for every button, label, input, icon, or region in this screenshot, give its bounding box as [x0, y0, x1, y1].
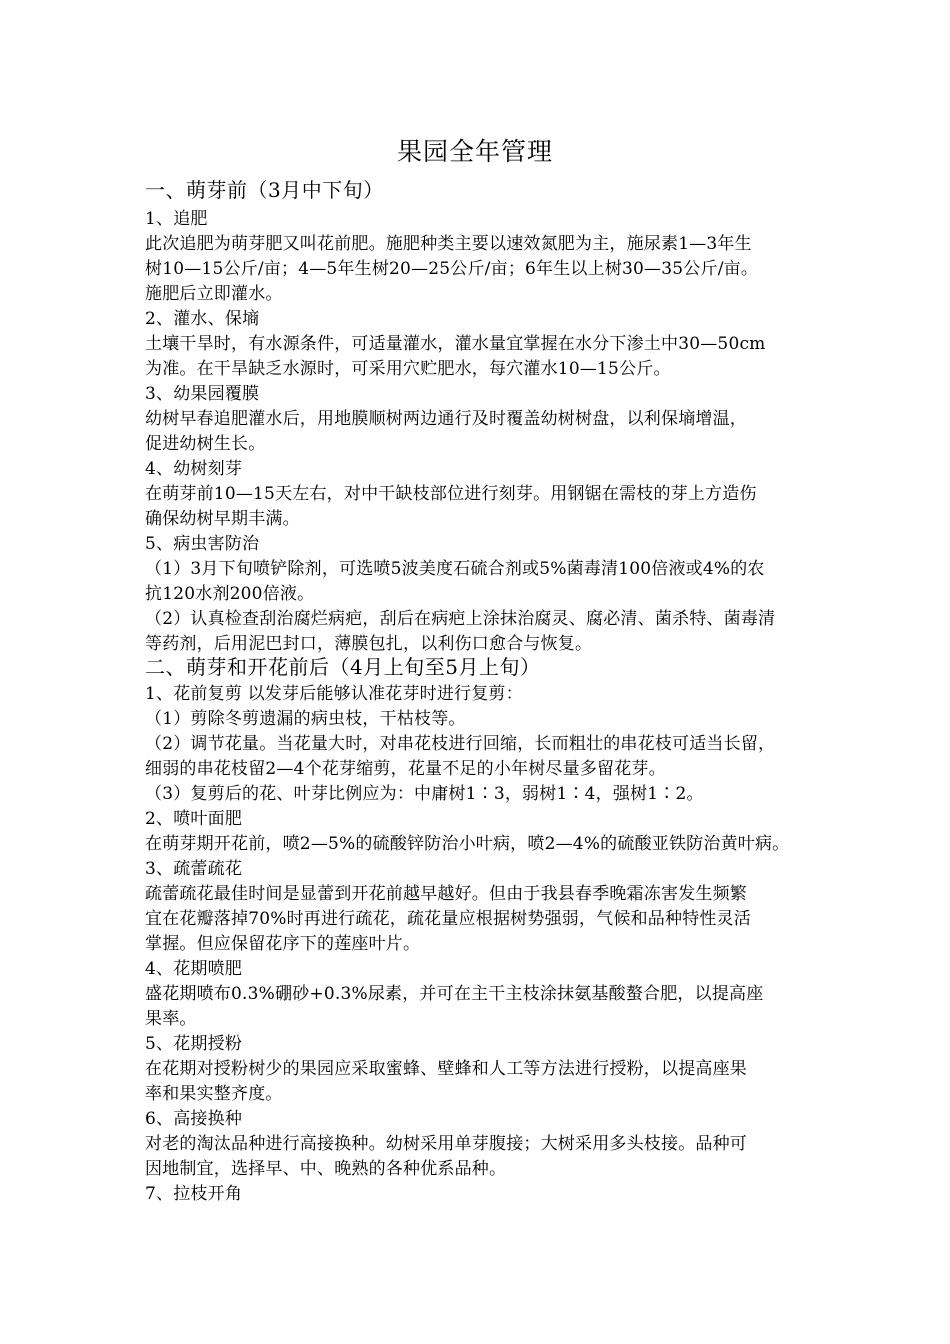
item-heading: 7、拉枝开角	[145, 1184, 243, 1204]
paragraph-line: （2）认真检查刮治腐烂病疤，刮后在病疤上涂抹治腐灵、腐必清、菌杀特、菌毒清	[145, 609, 776, 629]
paragraph-line: 土壤干旱时，有水源条件，可适量灌水，灌水量宜掌握在水分下渗土中30—50cm	[145, 334, 766, 354]
paragraph-line: 盛花期喷布0.3%硼砂+0.3%尿素，并可在主干主枝涂抹氨基酸螯合肥，以提高座	[145, 984, 764, 1004]
section-heading: 一、萌芽前（3月中下旬）	[145, 178, 384, 202]
paragraph-line: 细弱的串花枝留2—4个花芽缩剪，花量不足的小年树尽量多留花芽。	[145, 759, 666, 779]
item-heading: 5、病虫害防治	[145, 534, 260, 554]
paragraph-line: 此次追肥为萌芽肥又叫花前肥。施肥种类主要以速效氮肥为主，施尿素1—3年生	[145, 234, 752, 254]
paragraph-line: （1）剪除冬剪遗漏的病虫枝，干枯枝等。	[145, 709, 466, 729]
paragraph-line: 因地制宜，选择早、中、晚熟的各种优系品种。	[145, 1159, 507, 1179]
item-heading: 3、幼果园覆膜	[145, 384, 260, 404]
paragraph-line: 在萌芽期开花前，喷2—5%的硫酸锌防治小叶病，喷2—4%的硫酸亚铁防治黄叶病。	[145, 834, 790, 854]
item-heading: 4、幼树刻芽	[145, 459, 243, 479]
paragraph-line: 率和果实整齐度。	[145, 1084, 283, 1104]
item-heading: 3、疏蕾疏花	[145, 859, 243, 879]
item-heading: 2、喷叶面肥	[145, 809, 243, 829]
item-heading: 5、花期授粉	[145, 1034, 243, 1054]
item-heading: 6、高接换种	[145, 1109, 243, 1129]
paragraph-line: 等药剂，后用泥巴封口，薄膜包扎，以利伤口愈合与恢复。	[145, 634, 593, 654]
paragraph-line: 在花期对授粉树少的果园应采取蜜蜂、壁蜂和人工等方法进行授粉，以提高座果	[145, 1059, 747, 1079]
paragraph-line: 宜在花瓣落掉70%时再进行疏花，疏花量应根据树势强弱，气候和品种特性灵活	[145, 909, 751, 929]
paragraph-line: 为准。在干旱缺乏水源时，可采用穴贮肥水，每穴灌水10—15公斤。	[145, 359, 671, 379]
paragraph-line: 掌握。但应保留花序下的莲座叶片。	[145, 934, 421, 954]
document-title: 果园全年管理	[396, 137, 553, 166]
paragraph-line: 促进幼树生长。	[145, 434, 266, 454]
paragraph-line: 施肥后立即灌水。	[145, 284, 283, 304]
item-heading: 2、灌水、保墒	[145, 309, 260, 329]
paragraph-line: 在萌芽前10—15天左右，对中干缺枝部位进行刻芽。用钢锯在需枝的芽上方造伤	[145, 484, 757, 504]
paragraph-line: 幼树早春追肥灌水后，用地膜顺树两边通行及时覆盖幼树树盘，以利保墒增温，	[145, 409, 747, 429]
section-heading: 二、萌芽和开花前后（4月上旬至5月上旬）	[145, 655, 541, 679]
paragraph-line: 确保幼树早期丰满。	[145, 509, 300, 529]
paragraph-line: 果率。	[145, 1009, 197, 1029]
paragraph-line: 抗120水剂200倍液。	[145, 584, 315, 604]
paragraph-line: 树10—15公斤/亩；4—5年生树20—25公斤/亩；6年生以上树30—35公斤/亩。	[145, 259, 759, 279]
item-heading: 1、花前复剪 以发芽后能够认准花芽时进行复剪：	[145, 684, 523, 704]
paragraph-line: （3）复剪后的花、叶芽比例应为：中庸树1∶3，弱树1∶4，强树1∶2。	[145, 784, 704, 804]
paragraph-line: （2）调节花量。当花量大时，对串花枝进行回缩，长而粗壮的串花枝可适当长留，	[145, 734, 776, 754]
paragraph-line: 疏蕾疏花最佳时间是显蕾到开花前越早越好。但由于我县春季晚霜冻害发生频繁	[145, 884, 747, 904]
item-heading: 4、花期喷肥	[145, 959, 243, 979]
paragraph-line: （1）3月下旬喷铲除剂，可选喷5波美度石硫合剂或5%菌毒清100倍液或4%的农	[145, 559, 765, 579]
item-heading: 1、追肥	[145, 209, 208, 229]
paragraph-line: 对老的淘汰品种进行高接换种。幼树采用单芽腹接；大树采用多头枝接。品种可	[145, 1134, 747, 1154]
